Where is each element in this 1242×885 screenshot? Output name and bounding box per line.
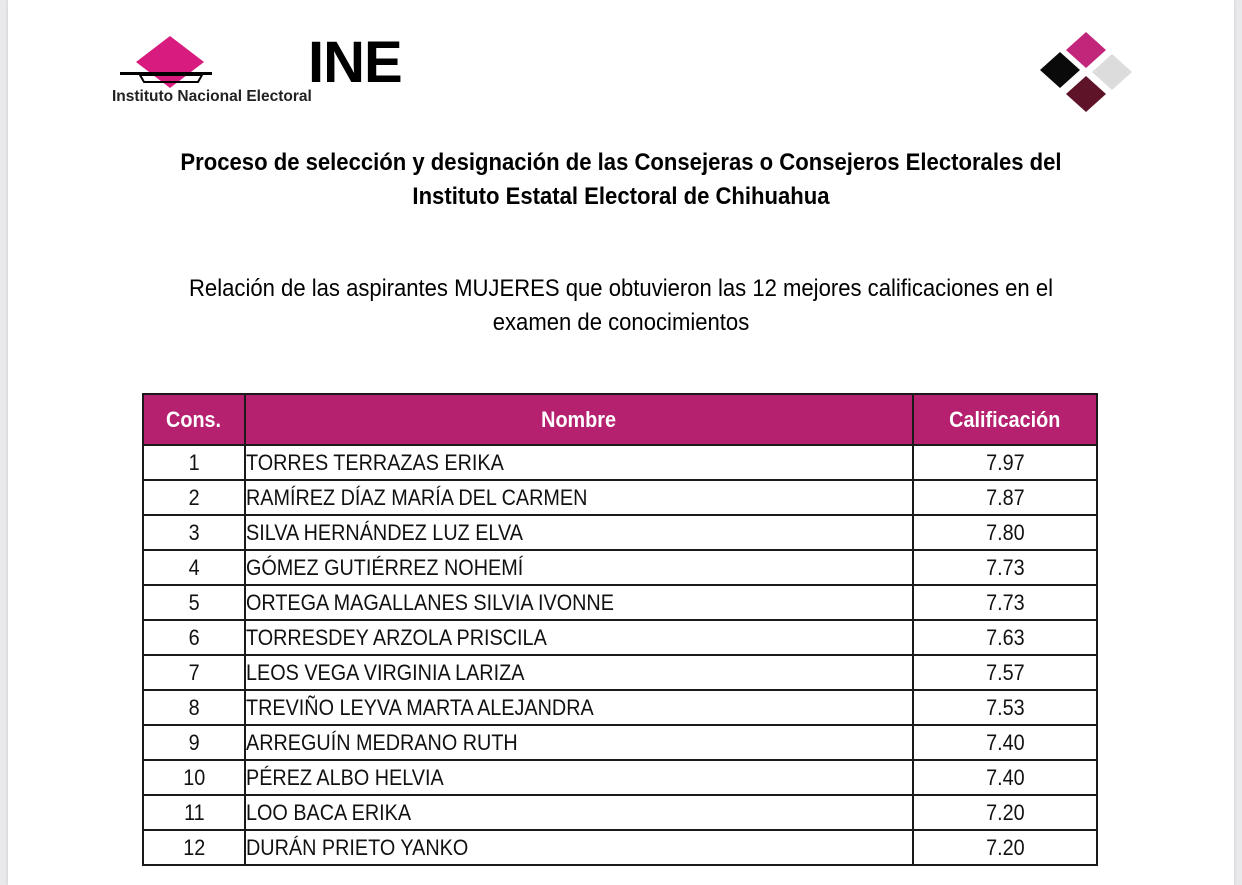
- cell-nombre: LOO BACA ERIKA: [245, 795, 913, 830]
- ine-logo: [112, 30, 402, 110]
- cell-calificacion: 7.87: [913, 480, 1097, 515]
- subtitle-line-2: examen de conocimientos: [492, 309, 750, 336]
- cell-cons: 2: [143, 480, 245, 515]
- cell-cons: 10: [143, 760, 245, 795]
- cell-nombre: ARREGUÍN MEDRANO RUTH: [245, 725, 913, 760]
- cell-calificacion: 7.97: [913, 445, 1097, 480]
- cell-cons: 12: [143, 830, 245, 865]
- ine-diamond-emblem-icon: [1032, 30, 1132, 115]
- title-line-2: Instituto Estatal Electoral de Chihuahua: [412, 183, 830, 210]
- cell-nombre: LEOS VEGA VIRGINIA LARIZA: [245, 655, 913, 690]
- table-row: [143, 445, 1097, 480]
- column-header-cons: Cons.: [143, 394, 245, 445]
- table-row: [143, 760, 1097, 795]
- ine-logo-word: INE: [308, 30, 402, 95]
- document-page: [8, 0, 1234, 885]
- table-row: [143, 480, 1097, 515]
- table-row: [143, 725, 1097, 760]
- cell-calificacion: 7.53: [913, 690, 1097, 725]
- cell-calificacion: 7.20: [913, 795, 1097, 830]
- document-subtitle: [0, 272, 1242, 340]
- cell-cons: 7: [143, 655, 245, 690]
- cell-calificacion: 7.40: [913, 725, 1097, 760]
- table-row: [143, 550, 1097, 585]
- cell-cons: 6: [143, 620, 245, 655]
- subtitle-line-1: Relación de las aspirantes MUJERES que obtuvieron las 12 mejores calificaciones en el: [188, 275, 1054, 302]
- cell-cons: 3: [143, 515, 245, 550]
- table-row: [143, 585, 1097, 620]
- cell-nombre: SILVA HERNÁNDEZ LUZ ELVA: [245, 515, 913, 550]
- table-row: [143, 515, 1097, 550]
- cell-calificacion: 7.63: [913, 620, 1097, 655]
- cell-nombre: GÓMEZ GUTIÉRREZ NOHEMÍ: [245, 550, 913, 585]
- table-row: [143, 620, 1097, 655]
- cell-calificacion: 7.20: [913, 830, 1097, 865]
- cell-nombre: ORTEGA MAGALLANES SILVIA IVONNE: [245, 585, 913, 620]
- table-row: [143, 795, 1097, 830]
- table-row: [143, 690, 1097, 725]
- cell-cons: 9: [143, 725, 245, 760]
- results-table: [142, 393, 1098, 866]
- table-header-row: [143, 394, 1097, 445]
- table-row: [143, 830, 1097, 865]
- cell-cons: 11: [143, 795, 245, 830]
- cell-cons: 1: [143, 445, 245, 480]
- cell-cons: 4: [143, 550, 245, 585]
- title-line-1: Proceso de selección y designación de las Consejeras o Consejeros Electorales del: [180, 149, 1062, 176]
- ballot-box-icon: [120, 32, 220, 88]
- cell-nombre: RAMÍREZ DÍAZ MARÍA DEL CARMEN: [245, 480, 913, 515]
- document-title: [0, 146, 1242, 214]
- cell-nombre: TORRES TERRAZAS ERIKA: [245, 445, 913, 480]
- ine-logo-caption: Instituto Nacional Electoral: [112, 88, 312, 105]
- table-row: [143, 655, 1097, 690]
- cell-nombre: PÉREZ ALBO HELVIA: [245, 760, 913, 795]
- cell-calificacion: 7.80: [913, 515, 1097, 550]
- cell-nombre: TORRESDEY ARZOLA PRISCILA: [245, 620, 913, 655]
- column-header-nombre: Nombre: [245, 394, 913, 445]
- cell-calificacion: 7.40: [913, 760, 1097, 795]
- cell-cons: 8: [143, 690, 245, 725]
- cell-calificacion: 7.73: [913, 585, 1097, 620]
- column-header-calificacion: Calificación: [913, 394, 1097, 445]
- cell-cons: 5: [143, 585, 245, 620]
- cell-calificacion: 7.57: [913, 655, 1097, 690]
- cell-nombre: TREVIÑO LEYVA MARTA ALEJANDRA: [245, 690, 913, 725]
- cell-nombre: DURÁN PRIETO YANKO: [245, 830, 913, 865]
- cell-calificacion: 7.73: [913, 550, 1097, 585]
